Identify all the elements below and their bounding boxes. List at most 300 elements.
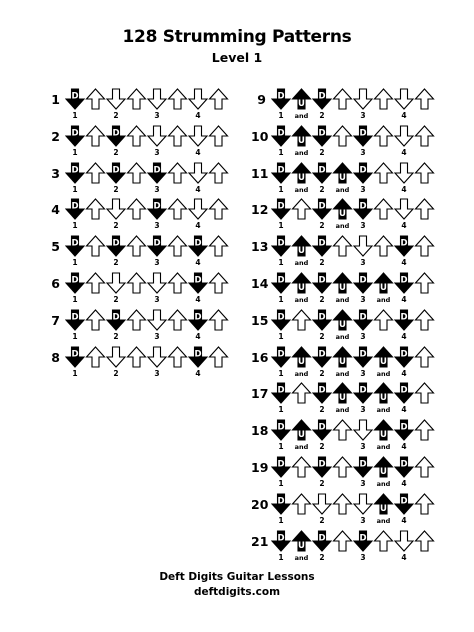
pattern-number: 2 bbox=[51, 128, 60, 144]
beat-label: 2 bbox=[319, 258, 325, 268]
up-strum-arrow bbox=[375, 163, 393, 183]
beat-label: 1 bbox=[72, 258, 78, 268]
down-strum-arrow bbox=[148, 273, 166, 293]
down-strum-arrow bbox=[395, 531, 413, 551]
beat-label: and bbox=[376, 516, 391, 525]
up-strum-arrow bbox=[334, 457, 352, 477]
beat-label: 1 bbox=[278, 405, 284, 415]
beat-label: 3 bbox=[360, 331, 366, 341]
down-letter: D bbox=[71, 91, 79, 102]
beat-label: 1 bbox=[278, 258, 284, 268]
beat-label: and bbox=[335, 296, 350, 304]
pattern-number: 6 bbox=[51, 276, 60, 291]
beat-label: 3 bbox=[154, 111, 160, 120]
beat-label: 4 bbox=[401, 405, 407, 415]
beat-label: 1 bbox=[278, 479, 284, 488]
down-letter: D bbox=[359, 165, 367, 176]
down-strum-arrow bbox=[354, 420, 372, 440]
down-letter: D bbox=[400, 349, 408, 360]
beat-label: 3 bbox=[360, 368, 366, 378]
strum-pattern bbox=[271, 272, 435, 308]
beat-label: 1 bbox=[278, 221, 284, 231]
up-strum-arrow bbox=[169, 347, 187, 367]
beat-label: 4 bbox=[401, 258, 407, 268]
up-strum-arrow bbox=[416, 89, 434, 109]
beat-label: and bbox=[294, 553, 309, 562]
down-letter: D bbox=[71, 312, 79, 323]
up-strum-arrow bbox=[169, 89, 187, 109]
strum-pattern bbox=[65, 125, 229, 161]
strum-pattern bbox=[65, 346, 229, 382]
beat-label: 3 bbox=[154, 368, 160, 378]
beat-label: 4 bbox=[401, 331, 407, 341]
down-strum-arrow bbox=[189, 89, 207, 109]
beat-label: 2 bbox=[319, 295, 325, 304]
down-letter: D bbox=[359, 275, 367, 286]
down-letter: D bbox=[400, 496, 408, 507]
up-strum-arrow bbox=[128, 126, 146, 146]
up-strum-arrow bbox=[416, 236, 434, 256]
beat-label: 2 bbox=[319, 147, 325, 157]
down-strum-arrow bbox=[148, 310, 166, 330]
beat-label: 3 bbox=[154, 258, 160, 268]
up-strum-arrow bbox=[87, 236, 105, 256]
page-title: 128 Strumming Patterns bbox=[122, 27, 352, 47]
down-strum-arrow bbox=[395, 199, 413, 219]
strum-pattern bbox=[65, 198, 229, 234]
up-strum-arrow bbox=[334, 89, 352, 109]
down-letter: D bbox=[400, 385, 408, 396]
beat-label: 3 bbox=[154, 331, 160, 341]
beat-label: 4 bbox=[401, 184, 407, 194]
beat-label: 3 bbox=[360, 184, 366, 194]
beat-label: and bbox=[376, 369, 391, 378]
strum-pattern bbox=[271, 530, 435, 566]
beat-label: 4 bbox=[195, 147, 201, 157]
up-strum-arrow bbox=[87, 273, 105, 293]
down-letter: D bbox=[318, 128, 326, 139]
up-strum-arrow bbox=[293, 310, 311, 330]
pattern-number: 13 bbox=[251, 239, 269, 255]
beat-label: 4 bbox=[195, 184, 201, 194]
beat-label: 2 bbox=[319, 331, 325, 341]
down-letter: D bbox=[112, 165, 120, 176]
down-strum-arrow bbox=[189, 163, 207, 183]
down-letter: D bbox=[318, 349, 326, 360]
up-letter: U bbox=[298, 99, 305, 109]
beat-label: 2 bbox=[113, 295, 119, 304]
down-letter: D bbox=[318, 422, 326, 433]
up-strum-arrow bbox=[416, 494, 434, 514]
down-strum-arrow bbox=[395, 163, 413, 183]
up-strum-arrow bbox=[128, 347, 146, 367]
strum-pattern bbox=[271, 162, 435, 198]
up-strum-arrow bbox=[334, 420, 352, 440]
beat-label: 2 bbox=[113, 331, 119, 341]
up-letter: U bbox=[298, 135, 305, 146]
beat-label: 1 bbox=[278, 552, 284, 562]
down-letter: D bbox=[277, 201, 285, 212]
down-letter: D bbox=[277, 459, 285, 470]
beat-label: 1 bbox=[278, 295, 284, 304]
beat-label: 3 bbox=[360, 552, 366, 562]
up-letter: U bbox=[298, 246, 305, 257]
strum-pattern bbox=[271, 125, 435, 161]
beat-label: 4 bbox=[195, 258, 201, 268]
down-letter: D bbox=[71, 165, 79, 176]
up-strum-arrow bbox=[416, 126, 434, 146]
up-strum-arrow bbox=[334, 494, 352, 514]
down-letter: D bbox=[277, 349, 285, 360]
strum-pattern bbox=[65, 162, 229, 198]
down-strum-arrow bbox=[189, 126, 207, 146]
pattern-number: 21 bbox=[251, 533, 269, 549]
down-letter: D bbox=[71, 349, 79, 360]
up-strum-arrow bbox=[375, 531, 393, 551]
strum-pattern bbox=[271, 382, 435, 418]
beat-label: and bbox=[376, 443, 391, 452]
beat-label: and bbox=[294, 369, 309, 378]
beat-label: and bbox=[335, 406, 350, 415]
up-strum-arrow bbox=[210, 163, 228, 183]
up-letter: U bbox=[339, 393, 346, 404]
pattern-number: 3 bbox=[51, 165, 60, 181]
up-strum-arrow bbox=[334, 531, 352, 551]
down-letter: D bbox=[359, 385, 367, 396]
up-letter: U bbox=[298, 430, 305, 441]
strum-pattern bbox=[65, 235, 229, 271]
beat-label: 2 bbox=[319, 515, 325, 525]
up-strum-arrow bbox=[210, 89, 228, 109]
beat-label: 1 bbox=[278, 368, 284, 378]
up-letter: U bbox=[339, 172, 346, 183]
up-strum-arrow bbox=[416, 163, 434, 183]
up-strum-arrow bbox=[375, 126, 393, 146]
down-letter: D bbox=[400, 459, 408, 470]
down-strum-arrow bbox=[395, 89, 413, 109]
beat-label: 3 bbox=[360, 405, 366, 415]
beat-label: 1 bbox=[72, 111, 78, 120]
down-letter: D bbox=[153, 165, 161, 176]
up-strum-arrow bbox=[87, 126, 105, 146]
down-letter: D bbox=[318, 275, 326, 286]
footer-brand: Deft Digits Guitar Lessons bbox=[159, 571, 315, 583]
up-strum-arrow bbox=[128, 163, 146, 183]
beat-label: and bbox=[335, 332, 350, 341]
up-strum-arrow bbox=[210, 236, 228, 256]
strum-pattern bbox=[65, 88, 229, 124]
pattern-number: 7 bbox=[51, 312, 60, 328]
beat-label: and bbox=[376, 406, 391, 415]
down-letter: D bbox=[277, 533, 285, 544]
down-letter: D bbox=[277, 128, 285, 139]
beat-label: 1 bbox=[278, 442, 284, 452]
beat-label: 3 bbox=[360, 442, 366, 452]
beat-label: 2 bbox=[319, 368, 325, 378]
beat-label: 4 bbox=[195, 221, 201, 231]
up-letter: U bbox=[339, 356, 346, 367]
up-strum-arrow bbox=[210, 310, 228, 330]
beat-label: 2 bbox=[319, 184, 325, 194]
beat-label: 4 bbox=[401, 368, 407, 378]
beat-label: and bbox=[294, 148, 309, 157]
up-strum-arrow bbox=[416, 457, 434, 477]
down-letter: D bbox=[400, 312, 408, 323]
beat-label: 1 bbox=[278, 184, 284, 194]
down-strum-arrow bbox=[313, 494, 331, 514]
down-letter: D bbox=[318, 312, 326, 323]
down-strum-arrow bbox=[148, 126, 166, 146]
strum-pattern bbox=[271, 456, 435, 492]
footer-website: deftdigits.com bbox=[193, 586, 281, 598]
beat-label: and bbox=[376, 480, 391, 488]
beat-label: and bbox=[294, 185, 309, 194]
beat-label: 1 bbox=[278, 147, 284, 157]
beat-label: 4 bbox=[401, 147, 407, 157]
up-strum-arrow bbox=[375, 236, 393, 256]
beat-label: 4 bbox=[195, 295, 201, 304]
beat-label: 4 bbox=[401, 552, 407, 562]
beat-label: 4 bbox=[401, 515, 407, 525]
down-letter: D bbox=[359, 349, 367, 360]
down-strum-arrow bbox=[395, 126, 413, 146]
beat-label: 3 bbox=[154, 184, 160, 194]
beat-label: 3 bbox=[360, 515, 366, 525]
down-letter: D bbox=[400, 275, 408, 286]
up-strum-arrow bbox=[293, 457, 311, 477]
beat-label: 1 bbox=[278, 111, 284, 120]
pattern-number: 17 bbox=[251, 386, 269, 402]
beat-label: 2 bbox=[319, 442, 325, 452]
beat-label: 3 bbox=[154, 147, 160, 157]
down-letter: D bbox=[400, 238, 408, 249]
up-letter: U bbox=[380, 393, 387, 404]
beat-label: 1 bbox=[72, 368, 78, 378]
down-letter: D bbox=[153, 201, 161, 212]
down-letter: D bbox=[194, 238, 202, 249]
up-letter: U bbox=[380, 467, 387, 477]
up-strum-arrow bbox=[87, 310, 105, 330]
down-strum-arrow bbox=[107, 347, 125, 367]
beat-label: 3 bbox=[154, 221, 160, 231]
beat-label: 2 bbox=[113, 147, 119, 157]
down-letter: D bbox=[71, 275, 79, 286]
pattern-number: 5 bbox=[51, 239, 60, 255]
down-strum-arrow bbox=[148, 347, 166, 367]
strum-pattern bbox=[271, 493, 435, 529]
down-letter: D bbox=[318, 533, 326, 544]
beat-label: and bbox=[335, 222, 350, 231]
pattern-number: 9 bbox=[257, 92, 266, 107]
pattern-number: 8 bbox=[51, 349, 60, 365]
up-strum-arrow bbox=[416, 347, 434, 367]
up-strum-arrow bbox=[210, 126, 228, 146]
beat-label: 4 bbox=[401, 111, 407, 120]
up-strum-arrow bbox=[87, 347, 105, 367]
up-letter: U bbox=[380, 283, 387, 293]
up-strum-arrow bbox=[334, 126, 352, 146]
up-letter: U bbox=[339, 283, 346, 293]
up-strum-arrow bbox=[128, 89, 146, 109]
up-letter: U bbox=[380, 503, 387, 514]
pattern-number: 11 bbox=[251, 165, 269, 181]
down-letter: D bbox=[71, 128, 79, 139]
down-strum-arrow bbox=[189, 199, 207, 219]
beat-label: 2 bbox=[319, 552, 325, 562]
beat-label: and bbox=[335, 369, 350, 378]
up-letter: U bbox=[298, 540, 305, 551]
up-letter: U bbox=[380, 356, 387, 367]
up-strum-arrow bbox=[416, 531, 434, 551]
down-strum-arrow bbox=[354, 89, 372, 109]
beat-label: 2 bbox=[319, 405, 325, 415]
down-strum-arrow bbox=[107, 273, 125, 293]
down-letter: D bbox=[112, 312, 120, 323]
pattern-number: 1 bbox=[51, 92, 60, 107]
up-strum-arrow bbox=[210, 273, 228, 293]
down-letter: D bbox=[277, 275, 285, 286]
pattern-number: 18 bbox=[251, 423, 269, 439]
down-letter: D bbox=[71, 201, 79, 212]
beat-label: 1 bbox=[72, 221, 78, 231]
down-letter: D bbox=[359, 201, 367, 212]
beat-label: 3 bbox=[360, 479, 366, 488]
up-strum-arrow bbox=[87, 199, 105, 219]
up-strum-arrow bbox=[169, 126, 187, 146]
beat-label: and bbox=[335, 185, 350, 194]
down-letter: D bbox=[153, 238, 161, 249]
beat-label: and bbox=[376, 296, 391, 304]
beat-label: 4 bbox=[195, 111, 201, 120]
down-letter: D bbox=[359, 459, 367, 470]
down-letter: D bbox=[277, 91, 285, 102]
down-letter: D bbox=[359, 312, 367, 323]
down-letter: D bbox=[71, 238, 79, 249]
down-letter: D bbox=[277, 385, 285, 396]
beat-label: 4 bbox=[195, 331, 201, 341]
beat-label: 4 bbox=[401, 479, 407, 488]
beat-label: 1 bbox=[72, 184, 78, 194]
beat-label: 4 bbox=[401, 442, 407, 452]
down-strum-arrow bbox=[354, 494, 372, 514]
down-letter: D bbox=[400, 422, 408, 433]
up-strum-arrow bbox=[128, 199, 146, 219]
down-letter: D bbox=[194, 312, 202, 323]
strum-pattern bbox=[271, 419, 435, 455]
down-letter: D bbox=[359, 533, 367, 544]
beat-label: 1 bbox=[278, 331, 284, 341]
down-letter: D bbox=[194, 349, 202, 360]
up-strum-arrow bbox=[169, 163, 187, 183]
beat-label: and bbox=[294, 443, 309, 452]
pattern-number: 19 bbox=[251, 460, 269, 475]
up-letter: U bbox=[339, 209, 346, 220]
strum-pattern bbox=[65, 309, 229, 345]
beat-label: 2 bbox=[319, 221, 325, 231]
up-strum-arrow bbox=[87, 163, 105, 183]
up-strum-arrow bbox=[334, 236, 352, 256]
down-letter: D bbox=[277, 312, 285, 323]
up-strum-arrow bbox=[293, 383, 311, 403]
down-letter: D bbox=[318, 385, 326, 396]
up-strum-arrow bbox=[169, 236, 187, 256]
down-letter: D bbox=[277, 165, 285, 176]
up-strum-arrow bbox=[210, 347, 228, 367]
page-subtitle: Level 1 bbox=[211, 50, 263, 65]
up-letter: U bbox=[298, 283, 305, 293]
pattern-number: 16 bbox=[251, 349, 269, 365]
beat-label: 2 bbox=[319, 479, 325, 488]
up-strum-arrow bbox=[293, 199, 311, 219]
beat-label: 4 bbox=[401, 221, 407, 231]
up-strum-arrow bbox=[169, 273, 187, 293]
strum-pattern bbox=[271, 346, 435, 382]
down-letter: D bbox=[194, 275, 202, 286]
strum-pattern bbox=[65, 272, 229, 308]
beat-label: 4 bbox=[401, 295, 407, 304]
strum-pattern bbox=[271, 309, 435, 345]
pattern-number: 4 bbox=[51, 202, 60, 218]
down-strum-arrow bbox=[354, 236, 372, 256]
down-strum-arrow bbox=[148, 89, 166, 109]
pattern-number: 20 bbox=[251, 496, 269, 512]
down-letter: D bbox=[359, 128, 367, 139]
beat-label: 3 bbox=[154, 295, 160, 304]
beat-label: 3 bbox=[360, 221, 366, 231]
strum-pattern bbox=[271, 235, 435, 271]
down-letter: D bbox=[318, 165, 326, 176]
up-strum-arrow bbox=[375, 89, 393, 109]
down-letter: D bbox=[277, 496, 285, 507]
down-strum-arrow bbox=[107, 199, 125, 219]
down-letter: D bbox=[277, 238, 285, 249]
up-strum-arrow bbox=[210, 199, 228, 219]
beat-label: 2 bbox=[113, 184, 119, 194]
beat-label: 2 bbox=[319, 111, 325, 120]
beat-label: 2 bbox=[113, 258, 119, 268]
up-strum-arrow bbox=[128, 310, 146, 330]
beat-label: 2 bbox=[113, 111, 119, 120]
beat-label: 4 bbox=[195, 368, 201, 378]
beat-label: 1 bbox=[278, 515, 284, 525]
beat-label: and bbox=[294, 112, 309, 120]
up-letter: U bbox=[380, 430, 387, 441]
down-letter: D bbox=[318, 91, 326, 102]
beat-label: 1 bbox=[72, 295, 78, 304]
beat-label: 3 bbox=[360, 147, 366, 157]
up-strum-arrow bbox=[416, 199, 434, 219]
beat-label: 1 bbox=[72, 331, 78, 341]
up-strum-arrow bbox=[87, 89, 105, 109]
beat-label: 3 bbox=[360, 295, 366, 304]
down-letter: D bbox=[318, 201, 326, 212]
pattern-number: 10 bbox=[251, 128, 269, 144]
up-strum-arrow bbox=[375, 199, 393, 219]
pattern-number: 14 bbox=[251, 276, 269, 291]
up-strum-arrow bbox=[416, 383, 434, 403]
down-strum-arrow bbox=[107, 89, 125, 109]
pattern-number: 12 bbox=[251, 202, 269, 218]
up-strum-arrow bbox=[169, 310, 187, 330]
up-strum-arrow bbox=[293, 494, 311, 514]
strum-pattern bbox=[271, 198, 435, 234]
up-letter: U bbox=[298, 172, 305, 183]
up-letter: U bbox=[339, 319, 346, 330]
down-letter: D bbox=[318, 459, 326, 470]
up-strum-arrow bbox=[416, 420, 434, 440]
down-letter: D bbox=[112, 128, 120, 139]
down-letter: D bbox=[318, 238, 326, 249]
